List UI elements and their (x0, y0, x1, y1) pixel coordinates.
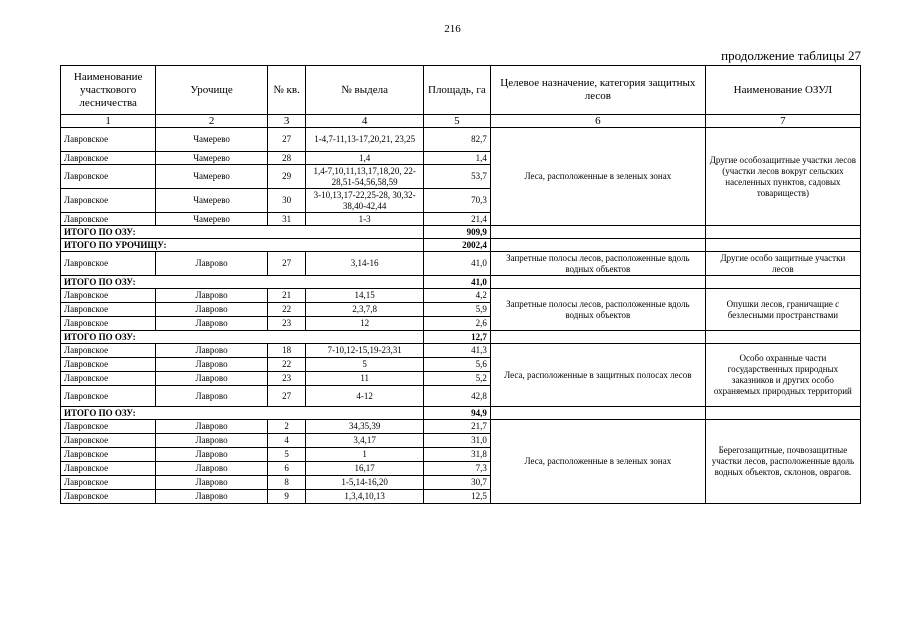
purpose-cell: Леса, расположенные в зеленых зонах (490, 420, 705, 504)
quarter-cell: 21 (267, 289, 306, 303)
empty-cell (490, 239, 705, 252)
area-cell: 42,8 (423, 386, 490, 407)
area-cell: 30,7 (423, 476, 490, 490)
ozul-cell: Опушки лесов, граничащие с безлесными пространствами (705, 289, 860, 331)
area-cell: 5,6 (423, 358, 490, 372)
tract-cell: Лаврово (156, 448, 268, 462)
forestry-cell: Лавровское (61, 434, 156, 448)
column-number: 1 (61, 115, 156, 128)
plots-cell: 1,4-7,10,11,13,17,18,20, 22-28,51-54,56,58,59 (306, 165, 424, 189)
header-tract: Урочище (156, 66, 268, 115)
plots-cell: 34,35,39 (306, 420, 424, 434)
plots-cell: 1-4,7-11,13-17,20,21, 23,25 (306, 128, 424, 152)
empty-cell (490, 407, 705, 420)
header-forestry: Наименование участкового лесничества (61, 66, 156, 115)
total-label: ИТОГО ПО ОЗУ: (61, 226, 424, 239)
column-number: 7 (705, 115, 860, 128)
plots-cell: 1-3 (306, 213, 424, 226)
purpose-cell: Запретные полосы лесов, расположенные вдоль водных объектов (490, 289, 705, 331)
tract-cell: Лаврово (156, 303, 268, 317)
forestry-cell: Лавровское (61, 372, 156, 386)
plots-cell: 7-10,12-15,19-23,31 (306, 344, 424, 358)
quarter-cell: 22 (267, 358, 306, 372)
tract-cell: Лаврово (156, 420, 268, 434)
forestry-cell: Лавровское (61, 420, 156, 434)
total-value: 12,7 (423, 331, 490, 344)
total-label: ИТОГО ПО ОЗУ: (61, 331, 424, 344)
page-number: 216 (444, 23, 461, 35)
ozul-cell: Другие особо защитные участки лесов (705, 252, 860, 276)
plots-cell: 12 (306, 317, 424, 331)
table-row (61, 420, 861, 434)
tract-cell: Лаврово (156, 462, 268, 476)
table-continuation-caption: продолжение таблицы 27 (721, 48, 861, 63)
empty-cell (705, 226, 860, 239)
quarter-cell: 28 (267, 152, 306, 165)
total-row (61, 276, 861, 289)
plots-cell: 5 (306, 358, 424, 372)
area-cell: 2,6 (423, 317, 490, 331)
plots-cell: 1,4 (306, 152, 424, 165)
column-number: 4 (306, 115, 424, 128)
plots-cell: 2,3,7,8 (306, 303, 424, 317)
empty-cell (705, 239, 860, 252)
quarter-cell: 6 (267, 462, 306, 476)
plots-cell: 4-12 (306, 386, 424, 407)
total-value: 94,9 (423, 407, 490, 420)
purpose-cell: Леса, расположенные в защитных полосах лесов (490, 344, 705, 407)
forestry-cell: Лавровское (61, 128, 156, 152)
forestry-cell: Лавровское (61, 189, 156, 213)
forestry-cell: Лавровское (61, 165, 156, 189)
forestry-cell: Лавровское (61, 386, 156, 407)
header-purpose: Целевое назначение, категория защитных лесов (490, 66, 705, 115)
column-number: 3 (267, 115, 306, 128)
forestry-cell: Лавровское (61, 462, 156, 476)
tract-cell: Лаврово (156, 490, 268, 504)
ozul-cell: Другие особозащитные участки лесов (участки лесов вокруг сельских населенных пунктов, садовых товариществ) (705, 128, 860, 226)
area-cell: 41,3 (423, 344, 490, 358)
tract-cell: Лаврово (156, 289, 268, 303)
forestry-cell: Лавровское (61, 448, 156, 462)
table-row (61, 344, 861, 358)
forestry-cell: Лавровское (61, 344, 156, 358)
plots-cell: 3,4,17 (306, 434, 424, 448)
quarter-cell: 5 (267, 448, 306, 462)
total-label: ИТОГО ПО ОЗУ: (61, 276, 424, 289)
forestry-cell: Лавровское (61, 152, 156, 165)
empty-cell (705, 276, 860, 289)
empty-cell (490, 331, 705, 344)
tract-cell: Чамерево (156, 189, 268, 213)
empty-cell (490, 226, 705, 239)
area-cell: 31,0 (423, 434, 490, 448)
header-ozul: Наименование ОЗУЛ (705, 66, 860, 115)
tract-cell: Чамерево (156, 152, 268, 165)
forest-table (60, 65, 861, 504)
plots-cell: 14,15 (306, 289, 424, 303)
area-cell: 41,0 (423, 252, 490, 276)
forestry-cell: Лавровское (61, 303, 156, 317)
quarter-cell: 27 (267, 128, 306, 152)
area-cell: 5,2 (423, 372, 490, 386)
table-row (61, 289, 861, 303)
plots-cell: 3,14-16 (306, 252, 424, 276)
forestry-cell: Лавровское (61, 213, 156, 226)
area-cell: 70,3 (423, 189, 490, 213)
tract-cell: Лаврово (156, 476, 268, 490)
column-number: 2 (156, 115, 268, 128)
empty-cell (490, 276, 705, 289)
total-value: 909,9 (423, 226, 490, 239)
tract-total-row (61, 239, 861, 252)
area-cell: 1,4 (423, 152, 490, 165)
column-number: 5 (423, 115, 490, 128)
table-row (61, 128, 861, 152)
empty-cell (705, 407, 860, 420)
table-row (61, 252, 861, 276)
purpose-cell: Леса, расположенные в зеленых зонах (490, 128, 705, 226)
tract-cell: Чамерево (156, 165, 268, 189)
purpose-cell: Запретные полосы лесов, расположенные вдоль водных объектов (490, 252, 705, 276)
column-number-row (61, 115, 861, 128)
area-cell: 21,7 (423, 420, 490, 434)
total-row (61, 407, 861, 420)
quarter-cell: 22 (267, 303, 306, 317)
area-cell: 4,2 (423, 289, 490, 303)
quarter-cell: 31 (267, 213, 306, 226)
empty-cell (705, 331, 860, 344)
tract-cell: Лаврово (156, 386, 268, 407)
area-cell: 31,8 (423, 448, 490, 462)
plots-cell: 1 (306, 448, 424, 462)
tract-cell: Лаврово (156, 434, 268, 448)
total-row (61, 226, 861, 239)
tract-total-value: 2002,4 (423, 239, 490, 252)
plots-cell: 11 (306, 372, 424, 386)
quarter-cell: 27 (267, 386, 306, 407)
forestry-cell: Лавровское (61, 317, 156, 331)
quarter-cell: 27 (267, 252, 306, 276)
tract-cell: Чамерево (156, 128, 268, 152)
forestry-cell: Лавровское (61, 289, 156, 303)
quarter-cell: 30 (267, 189, 306, 213)
header-area: Площадь, га (423, 66, 490, 115)
total-row (61, 331, 861, 344)
quarter-cell: 23 (267, 372, 306, 386)
tract-total-label: ИТОГО ПО УРОЧИЩУ: (61, 239, 424, 252)
area-cell: 82,7 (423, 128, 490, 152)
tract-cell: Лаврово (156, 317, 268, 331)
area-cell: 21,4 (423, 213, 490, 226)
quarter-cell: 9 (267, 490, 306, 504)
forestry-cell: Лавровское (61, 476, 156, 490)
column-number: 6 (490, 115, 705, 128)
forestry-cell: Лавровское (61, 358, 156, 372)
header-row (61, 66, 861, 115)
quarter-cell: 23 (267, 317, 306, 331)
total-label: ИТОГО ПО ОЗУ: (61, 407, 424, 420)
area-cell: 5,9 (423, 303, 490, 317)
tract-cell: Лаврово (156, 252, 268, 276)
area-cell: 12,5 (423, 490, 490, 504)
tract-cell: Лаврово (156, 372, 268, 386)
tract-cell: Чамерево (156, 213, 268, 226)
forestry-cell: Лавровское (61, 252, 156, 276)
area-cell: 7,3 (423, 462, 490, 476)
tract-cell: Лаврово (156, 344, 268, 358)
forestry-cell: Лавровское (61, 490, 156, 504)
tract-cell: Лаврово (156, 358, 268, 372)
plots-cell: 1-5,14-16,20 (306, 476, 424, 490)
area-cell: 53,7 (423, 165, 490, 189)
total-value: 41,0 (423, 276, 490, 289)
quarter-cell: 29 (267, 165, 306, 189)
ozul-cell: Особо охранные части государственных природных заказников и других особо охраняемых природных территорий (705, 344, 860, 407)
plots-cell: 1,3,4,10,13 (306, 490, 424, 504)
plots-cell: 3-10,13,17-22,25-28, 30,32-38,40-42,44 (306, 189, 424, 213)
header-plots: № выдела (306, 66, 424, 115)
header-quarter: № кв. (267, 66, 306, 115)
quarter-cell: 4 (267, 434, 306, 448)
quarter-cell: 2 (267, 420, 306, 434)
ozul-cell: Берегозащитные, почвозащитные участки лесов, расположенные вдоль водных объектов, склонов, оврагов. (705, 420, 860, 504)
quarter-cell: 8 (267, 476, 306, 490)
plots-cell: 16,17 (306, 462, 424, 476)
quarter-cell: 18 (267, 344, 306, 358)
